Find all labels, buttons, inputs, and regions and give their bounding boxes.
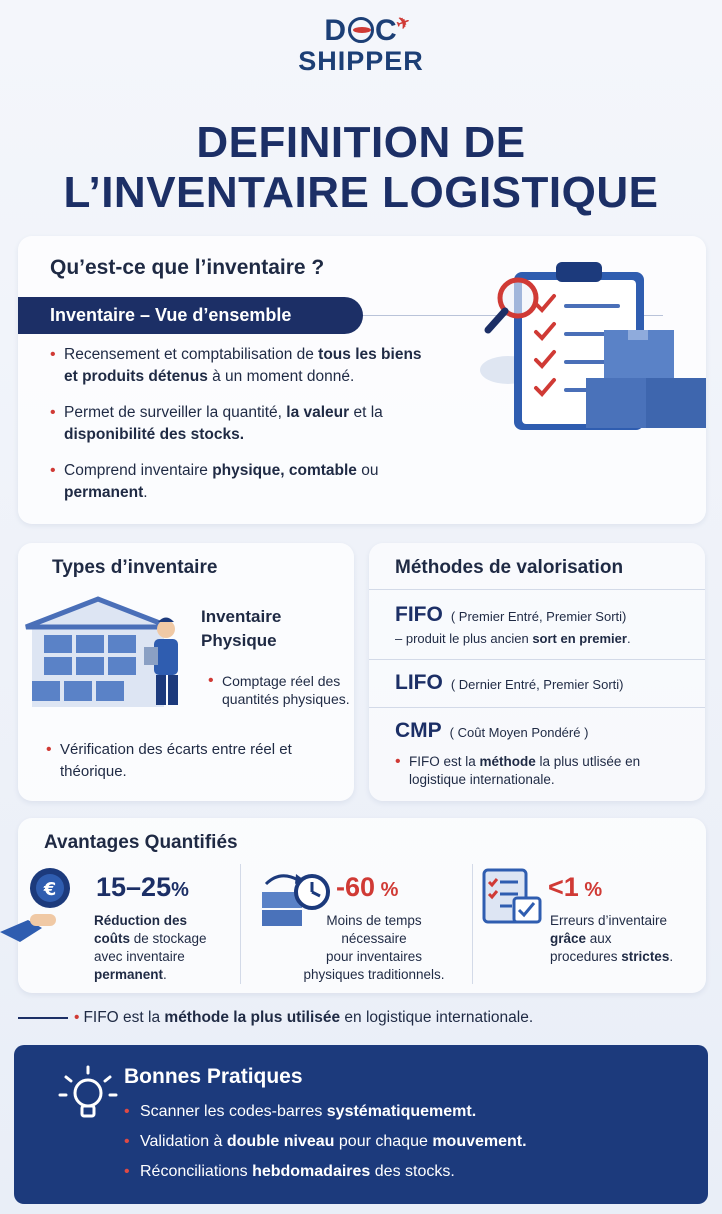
list-item: • Vérification des écarts entre réel et théorique. [46,739,346,783]
logo-globe-icon [348,17,374,43]
plane-icon: ✈ [394,13,414,34]
warehouse-worker-icon [18,595,198,715]
dash-line [18,1017,68,1019]
logo-shipper-text: SHIPPER [298,46,424,76]
divider [369,707,705,708]
methods-note [395,753,695,789]
list-item: • Comprend inventaire physique, comtable ou permanent. [50,460,430,504]
list-item: • FIFO est la méthode la plus utlisée en logistique internationale. [395,753,695,789]
lightbulb-icon [58,1065,118,1125]
stat-label-cost: Réduction des coûts de stockage avec inventaire permanent. [94,913,207,982]
practices-list [124,1101,684,1191]
section-heading: Méthodes de valorisation [395,557,624,578]
page-title [0,118,722,218]
method-cmp: CMP ( Coût Moyen Pondéré ) [395,719,589,742]
divider [369,589,705,590]
title-line-1: DEFINITION DE [196,118,526,167]
method-lifo: LIFO ( Dernier Entré, Premier Sorti) [395,671,624,694]
divider [369,659,705,660]
svg-text:€: € [43,879,57,900]
section-heading: Bonnes Pratiques [124,1065,303,1088]
stat-value-errors: <1 % [548,872,603,902]
clipboard-checklist-icon [478,250,708,440]
stat-label-time: Moins de temps nécessaire pour inventaires physiques traditionnels. [303,913,445,982]
section-heading: Qu’est-ce que l’inventaire ? [50,256,325,279]
types-list [208,672,358,708]
fifo-footnote: • FIFO est la méthode la plus utilisée en logistique internationale. [18,1009,698,1027]
types-list-2 [46,739,346,783]
section-heading: Types d’inventaire [52,557,218,578]
divider [472,864,473,984]
list-item: • Validation à double niveau pour chaque mouvement. [124,1131,684,1153]
fifo-description: – produit le plus ancien sort en premier. [395,631,631,646]
stat-value-time: -60 % [336,872,399,902]
logo-doc-text [324,13,414,47]
divider [240,864,241,984]
title-line-2: L’INVENTAIRE LOGISTIQUE [63,168,659,217]
boxes-icon [586,330,706,428]
logo-letter-d: D [324,14,347,47]
overview-banner: Inventaire – Vue d’ensemble [18,297,363,334]
stat-value-cost: 15–25% [96,872,189,902]
brand-logo [0,14,722,94]
list-item: • Recensement et comptabilisation de tous les biens et produits détenus à un moment donné. [50,344,430,388]
list-item: • Permet de surveiller la quantité, la valeur et la disponibilité des stocks. [50,402,430,446]
section-valuation-methods [369,543,705,801]
section-heading: Avantages Quantifiés [44,832,238,853]
section-benefits [18,818,706,993]
section-inventory-types [18,543,354,801]
euro-coin-icon [0,862,80,942]
section-best-practices [14,1045,708,1204]
list-item: • Réconciliations hebdomadaires des stocks. [124,1161,684,1183]
stat-label-errors: Erreurs d’inventaire grâce aux procedures strictes. [550,913,674,964]
physical-inventory-title: Inventaire Physique [201,607,282,650]
checklist-icon [482,868,544,926]
list-item: • Scanner les codes-barres systématiquememt. [124,1101,684,1123]
definition-list [50,344,430,518]
list-item: • Comptage réel des quantités physiques. [208,672,358,708]
method-fifo: FIFO ( Premier Entré, Premier Sorti) [395,603,627,626]
logo-letter-c: C [375,14,398,47]
